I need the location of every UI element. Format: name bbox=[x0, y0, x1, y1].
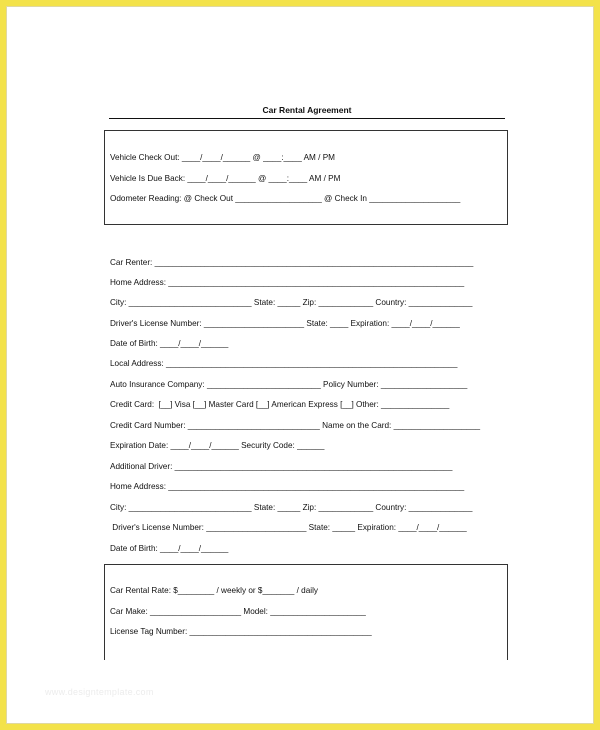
insurance-line: Auto Insurance Company: _________________________ Policy Number: ___________________ bbox=[110, 380, 468, 389]
credit-card-type-line: Credit Card: [__] Visa [__] Master Card [__] American Express [__] Other: _______________ bbox=[110, 400, 450, 409]
additional-driver-line: Additional Driver: _____________________________________________________________ bbox=[110, 462, 453, 471]
credit-card-number-line: Credit Card Number: _____________________________ Name on the Card: ___________________ bbox=[110, 421, 481, 430]
license-tag-line: License Tag Number: ________________________________________ bbox=[110, 627, 372, 636]
additional-city-state-line: City: ___________________________ State: _____ Zip: ____________ Country: ______________ bbox=[110, 503, 473, 512]
city-state-line: City: ___________________________ State: _____ Zip: ____________ Country: ______________ bbox=[110, 298, 473, 307]
local-address-line: Local Address: ________________________________________________________________ bbox=[110, 359, 458, 368]
watermark-text: www.designtemplate.com bbox=[45, 687, 154, 697]
date-of-birth-line: Date of Birth: ____/____/______ bbox=[110, 339, 229, 348]
drivers-license-line: Driver's License Number: ______________________ State: ____ Expiration: ____/____/______ bbox=[110, 319, 460, 328]
vehicle-checkout-line: Vehicle Check Out: ____/____/______ @ ____:____ AM / PM bbox=[110, 153, 335, 162]
rental-rate-line: Car Rental Rate: $________ / weekly or $_______ / daily bbox=[110, 586, 319, 595]
additional-home-address-line: Home Address: _________________________________________________________________ bbox=[110, 482, 465, 491]
additional-drivers-license-line: Driver's License Number: ______________________ State: _____ Expiration: ____/____/______ bbox=[110, 523, 467, 532]
expiration-date-line: Expiration Date: ____/____/______ Security Code: ______ bbox=[110, 441, 325, 450]
vehicle-due-back-line: Vehicle Is Due Back: ____/____/______ @ ____:____ AM / PM bbox=[110, 174, 341, 183]
additional-date-of-birth-line: Date of Birth: ____/____/______ bbox=[110, 544, 229, 553]
car-renter-line: Car Renter: ______________________________________________________________________ bbox=[110, 258, 474, 267]
title-underline bbox=[109, 118, 505, 119]
document-page bbox=[6, 6, 594, 724]
document-title: Car Rental Agreement bbox=[262, 105, 352, 115]
odometer-reading-line: Odometer Reading: @ Check Out ___________________ @ Check In ____________________ bbox=[110, 194, 461, 203]
home-address-line: Home Address: _________________________________________________________________ bbox=[110, 278, 465, 287]
car-make-line: Car Make: ____________________ Model: _____________________ bbox=[110, 607, 366, 616]
